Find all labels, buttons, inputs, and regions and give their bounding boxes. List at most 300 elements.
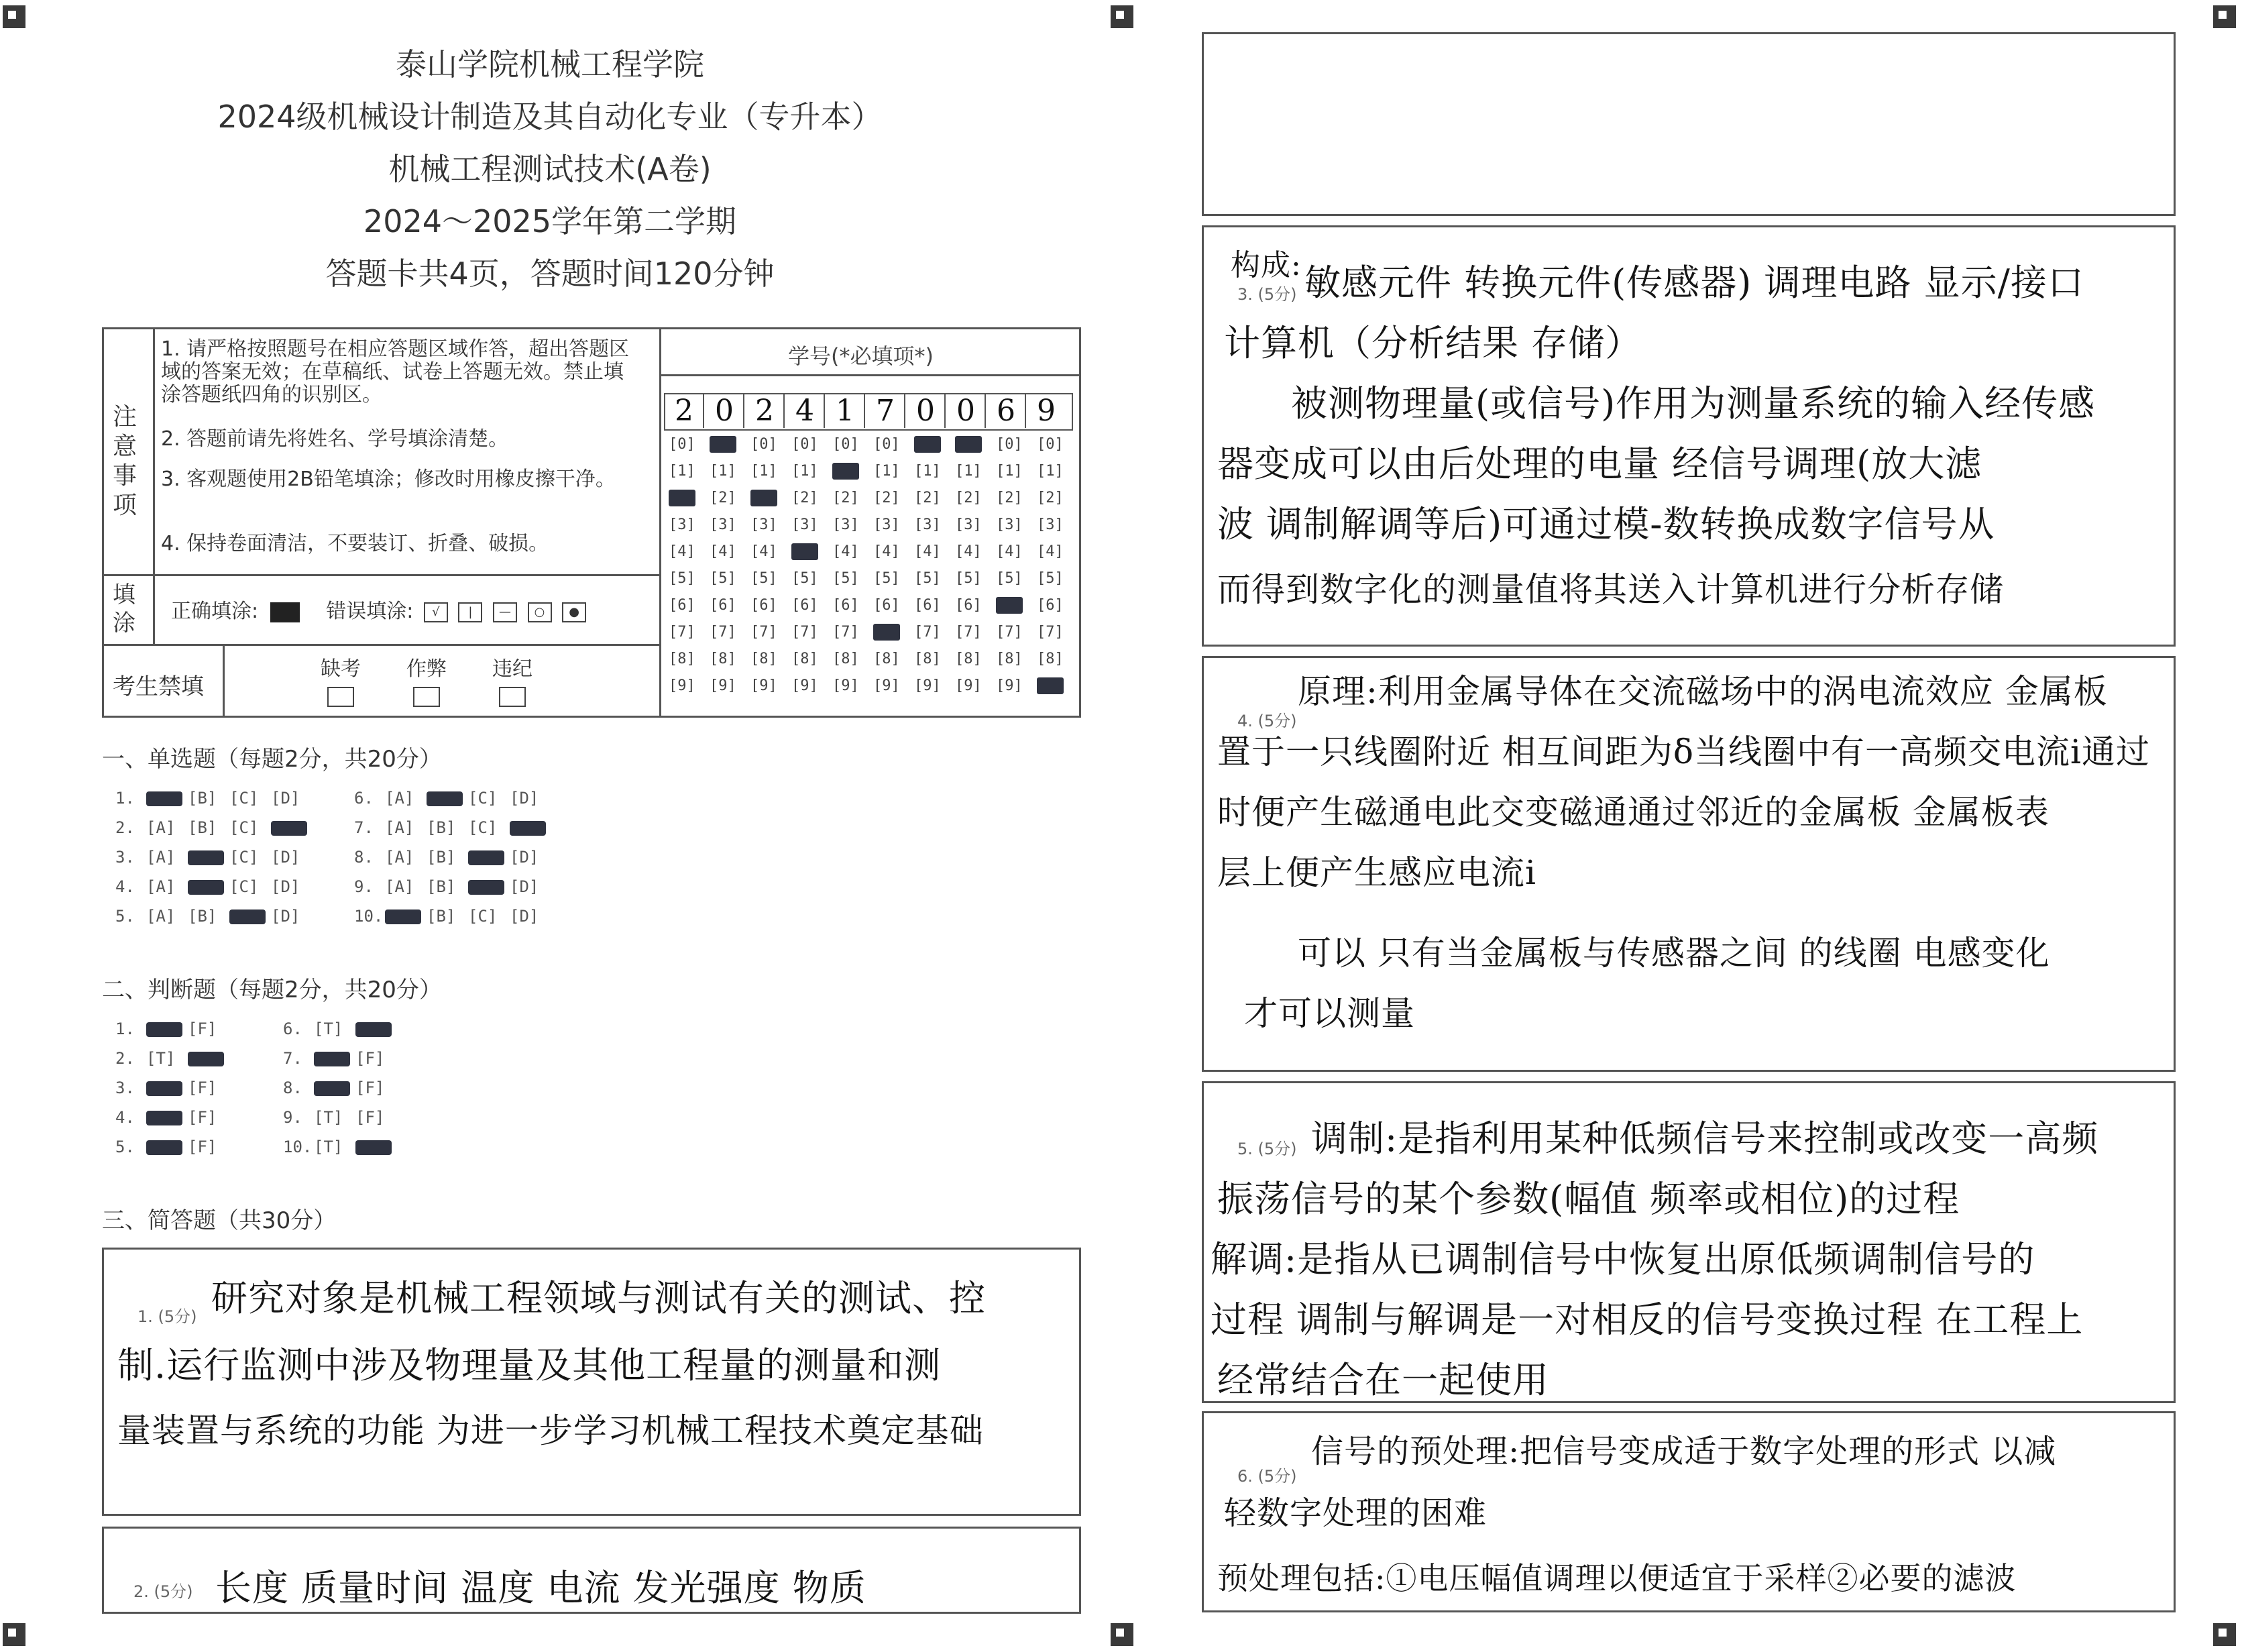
student-id-bubble[interactable]: [6] [1037,597,1064,614]
student-id-bubble[interactable]: [0] [669,436,695,453]
answer-bubble[interactable]: [B] [427,877,456,896]
student-id-bubble[interactable] [710,436,736,453]
question-number: 1. [115,789,135,808]
student-id-bubble[interactable]: [1] [750,463,777,480]
q4-answer-line: 时便产生磁通电此交变磁通通过邻近的金属板 金属板表 [1217,793,2050,832]
answer-bubble[interactable]: [A] [146,818,176,837]
term-title: 2024～2025学年第二学期 [363,203,737,239]
student-id-bubble[interactable]: [0] [996,436,1023,453]
answer-bubble[interactable]: [B] [188,789,217,808]
student-id-bubble[interactable]: [0] [1037,436,1064,453]
answer-bubble[interactable]: [D] [510,877,539,896]
question-number: 3. [115,848,135,867]
student-id-bubble[interactable]: [3] [710,516,736,533]
answer-bubble-filled[interactable] [355,1138,397,1156]
student-id-bubble[interactable]: [4] [669,543,695,560]
q1-answer-line: 研究对象是机械工程领域与测试有关的测试、控 [211,1277,986,1319]
student-id-bubble[interactable] [914,436,941,453]
student-id-bubble[interactable] [873,624,900,641]
fill-mark [468,850,504,865]
student-id-bubble[interactable]: [6] [832,597,859,614]
wrong-mark-dash: — [493,602,517,622]
q3-number: 3. (5分) [1237,285,1297,304]
notice-item-2: 2. 答题前请先将姓名、学号填涂清楚。 [161,427,509,451]
question-row [283,1049,397,1068]
answer-bubble[interactable]: [D] [271,907,300,926]
student-id-bubble[interactable]: [7] [955,624,982,641]
answer-bubble-filled[interactable] [188,848,229,867]
student-id-bubble[interactable]: [5] [914,570,941,587]
notice-item-4: 4. 保持卷面清洁，不要装订、折叠、破损。 [161,532,549,555]
fill-mark [427,791,463,806]
student-id-bubble[interactable]: [9] [710,677,736,694]
answer-bubble[interactable]: [B] [188,907,217,926]
exam-info: 答题卡共4页，答题时间120分钟 [325,256,775,292]
student-id-bubble[interactable]: [4] [750,543,777,560]
wrong-mark-check: √ [424,602,448,622]
student-id-bubble[interactable]: [2] [914,490,941,506]
student-id-bubble[interactable]: [9] [914,677,941,694]
fill-mark [355,1022,392,1037]
answer-bubble-filled[interactable] [146,1020,188,1038]
student-id-bubble[interactable]: [7] [791,624,818,641]
student-id-bubble[interactable] [996,597,1023,614]
student-id-bubble[interactable]: [1] [996,463,1023,480]
student-id-digit: 6 [987,394,1026,428]
student-id-bubble[interactable]: [6] [955,597,982,614]
notice-item-1: 1. 请严格按照题号在相应答题区域作答，超出答题区域的答案无效；在草稿纸、试卷上答题无效。禁止填涂答题纸四角的识别区。 [161,337,630,406]
answer-bubble[interactable]: [T] [314,1108,343,1127]
answer-bubble[interactable]: [T] [146,1049,176,1068]
answer-box-q3[interactable] [1202,225,2176,647]
answer-bubble-filled[interactable] [146,1138,188,1156]
answer-bubble-filled[interactable] [146,1079,188,1097]
answer-bubble[interactable]: [F] [188,1138,217,1156]
question-row [283,1108,397,1127]
student-id-bubble[interactable]: [5] [791,570,818,587]
answer-bubble[interactable]: [D] [271,877,300,896]
question-number: 10. [354,907,384,926]
fill-mark [385,910,421,924]
student-id-bubble[interactable]: [4] [873,543,900,560]
question-number: 9. [354,877,374,896]
wrong-mark-bar: | [458,602,482,622]
answer-bubble-filled[interactable] [146,1108,188,1127]
student-id-bubble[interactable]: [4] [710,543,736,560]
answer-bubble[interactable]: [C] [468,907,498,926]
answer-bubble[interactable]: [C] [468,789,498,808]
student-id-bubble[interactable]: [3] [1037,516,1064,533]
student-id-bubble[interactable]: [7] [996,624,1023,641]
student-id-bubble[interactable] [750,490,777,506]
student-id-bubble[interactable]: [9] [791,677,818,694]
notice-label: 注意事项 [113,403,137,519]
ban-option-absent-box[interactable] [327,687,354,707]
answer-bubble-filled[interactable] [314,1079,355,1097]
student-id-bubble[interactable]: [3] [832,516,859,533]
student-id-bubble[interactable]: [8] [996,651,1023,667]
student-id-bubble[interactable]: [7] [832,624,859,641]
answer-bubble[interactable]: [F] [188,1108,217,1127]
section1-title: 一、单选题（每题2分，共20分） [102,746,442,773]
student-id-bubble[interactable]: [6] [669,597,695,614]
question-row [354,789,551,808]
question-number: 8. [283,1079,302,1097]
q1-answer-line: 制.运行监测中涉及物理量及其他工程量的测量和测 [117,1344,942,1386]
student-id-bubble[interactable]: [6] [750,597,777,614]
answer-bubble-filled[interactable] [385,907,427,926]
student-id-bubble[interactable]: [5] [873,570,900,587]
q2-number: 2. (5分) [133,1582,193,1601]
student-id-bubble[interactable]: [7] [750,624,777,641]
student-id-bubble[interactable]: [1] [791,463,818,480]
answer-bubble[interactable]: [A] [385,818,414,837]
registration-mark-bottom-right [2213,1623,2236,1646]
answer-bubble[interactable]: [A] [385,877,414,896]
student-id-digit: 9 [1037,394,1056,428]
answer-bubble[interactable]: [B] [427,848,456,867]
student-id-bubble[interactable]: [9] [750,677,777,694]
answer-bubble[interactable]: [D] [271,848,300,867]
registration-mark-top-left [3,5,25,28]
student-id-bubble[interactable]: [9] [955,677,982,694]
answer-bubble-filled[interactable] [355,1020,397,1038]
student-id-bubble[interactable]: [8] [914,651,941,667]
q4-number: 4. (5分) [1237,712,1297,730]
q3-answer-line: 器变成可以由后处理的电量 经信号调理(放大滤 [1217,443,1982,485]
student-id-bubble[interactable]: [8] [710,651,736,667]
registration-mark-bottom-left [3,1623,25,1646]
student-id-bubble[interactable]: [4] [1037,543,1064,560]
answer-bubble-filled[interactable] [188,1049,229,1068]
fill-mark [146,1111,182,1125]
answer-box-q4[interactable] [1202,656,2176,1072]
question-number: 4. [115,1108,135,1127]
answer-bubble[interactable]: [D] [271,789,300,808]
answer-bubble[interactable]: [D] [510,907,539,926]
ban-option-cheat[interactable] [406,652,447,707]
student-id-digit: 4 [786,394,825,428]
student-id-bubble[interactable]: [9] [669,677,695,694]
q3-answer-line: 而得到数字化的测量值将其送入计算机进行分析存储 [1217,570,2004,609]
student-id-bubble[interactable]: [2] [832,490,859,506]
student-id-bubble[interactable]: [3] [873,516,900,533]
q4-answer-line: 置于一只线圈附近 相互间距为δ当线圈中有一高频交电流i通过 [1217,732,2150,771]
student-id-bubble[interactable] [1037,677,1064,694]
fill-mark [355,1140,392,1155]
q5-answer-line: 过程 调制与解调是一对相反的信号变换过程 在工程上 [1211,1299,2084,1341]
ban-option-absent-label: 缺考 [321,657,361,681]
correct-fill-mark [270,602,300,622]
answer-bubble-filled[interactable] [271,818,313,837]
student-id-bubble[interactable]: [9] [996,677,1023,694]
answer-bubble[interactable]: [D] [510,789,539,808]
answer-bubble-filled[interactable] [229,907,271,926]
ban-option-cheat-box[interactable] [413,687,440,707]
fill-label: 填涂 [113,582,135,637]
fill-mark [510,821,546,836]
fill-example [171,594,586,624]
answer-bubble-filled[interactable] [314,1049,355,1068]
student-id-bubble[interactable]: [2] [996,490,1023,506]
q5-answer-line: 调制:是指利用某种低频信号来控制或改变一高频 [1311,1117,2099,1160]
student-id-digit: 0 [706,394,744,428]
student-id-bubble[interactable]: [1] [1037,463,1064,480]
question-row [283,1138,397,1156]
question-number: 4. [115,877,135,896]
student-id-digit: 7 [866,394,905,428]
student-id-bubble[interactable]: [5] [955,570,982,587]
course-title: 机械工程测试技术(A卷) [388,151,712,187]
answer-bubble[interactable]: [D] [510,848,539,867]
student-id-bubble[interactable]: [5] [750,570,777,587]
question-number: 10. [283,1138,313,1156]
answer-bubble[interactable]: [C] [468,818,498,837]
question-row [115,1049,229,1068]
student-id-bubble[interactable]: [6] [710,597,736,614]
student-id-bubble[interactable]: [3] [669,516,695,533]
q6-answer-line: 轻数字处理的困难 [1224,1494,1488,1532]
answer-bubble[interactable]: [F] [355,1079,385,1097]
answer-bubble[interactable]: [B] [188,818,217,837]
student-id-bubble[interactable]: [1] [669,463,695,480]
answer-bubble[interactable]: [F] [188,1020,217,1038]
answer-bubble[interactable]: [C] [229,877,259,896]
student-id-bubble[interactable]: [5] [710,570,736,587]
question-number: 6. [283,1020,302,1038]
question-number: 7. [354,818,374,837]
student-id-bubble[interactable]: [1] [955,463,982,480]
question-row [115,1108,229,1127]
student-id-bubble[interactable]: [1] [710,463,736,480]
answer-bubble[interactable]: [A] [146,848,176,867]
wrong-mark-dot: ● [562,602,586,622]
question-row [115,848,313,867]
student-id-bubble[interactable]: [3] [750,516,777,533]
q1-answer-line: 量装置与系统的功能 为进一步学习机械工程技术奠定基础 [117,1411,984,1450]
answer-bubble[interactable]: [C] [229,848,259,867]
answer-box-q5[interactable] [1202,1081,2176,1403]
q3-prefix: 构成: [1231,248,1302,282]
q1-number: 1. (5分) [137,1307,197,1326]
student-id-bubble[interactable]: [7] [1037,624,1064,641]
student-id-bubble[interactable]: [8] [955,651,982,667]
question-number: 2. [115,1049,135,1068]
q4-answer-line: 才可以测量 [1244,994,1415,1033]
q5-answer-line: 振荡信号的某个参数(幅值 频率或相位)的过程 [1217,1178,1960,1220]
student-id-bubble[interactable]: [4] [914,543,941,560]
student-id-boxes [664,393,1073,431]
student-id-bubble[interactable]: [4] [996,543,1023,560]
q2-answer-line: 长度 质量时间 温度 电流 发光强度 物质 [215,1567,866,1609]
question-number: 7. [283,1049,302,1068]
answer-bubble[interactable]: [B] [427,907,456,926]
answer-box-q6[interactable] [1202,1411,2176,1612]
student-id-bubble[interactable]: [6] [873,597,900,614]
wrong-mark-circle: ○ [528,602,552,622]
student-id-bubble[interactable]: [3] [791,516,818,533]
student-id-bubble[interactable]: [7] [669,624,695,641]
student-id-bubble[interactable]: [1] [914,463,941,480]
student-id-bubble[interactable] [955,436,982,453]
notice-item-3: 3. 客观题使用2B铅笔填涂；修改时用橡皮擦干净。 [161,467,616,491]
fill-mark [146,1022,182,1037]
fill-mark [468,880,504,895]
student-id-bubble[interactable]: [8] [669,651,695,667]
student-id-digit: 2 [665,394,704,428]
student-id-bubble[interactable]: [2] [1037,490,1064,506]
student-id-bubble[interactable]: [0] [873,436,900,453]
q3-answer-line: 被测物理量(或信号)作用为测量系统的输入经传感 [1291,382,2096,425]
fill-mark [146,1140,182,1155]
question-number: 8. [354,848,374,867]
fill-mark [229,910,266,924]
answer-bubble[interactable]: [A] [146,907,176,926]
student-id-bubble[interactable]: [6] [791,597,818,614]
q5-answer-line: 解调:是指从已调制信号中恢复出原低频调制信号的 [1211,1238,2035,1280]
question-row [354,818,551,837]
question-row [354,877,551,896]
question-row [115,1020,229,1038]
question-number: 9. [283,1108,302,1127]
school-title: 泰山学院机械工程学院 [396,46,704,82]
student-id-bubble[interactable]: [4] [955,543,982,560]
question-row [115,789,313,808]
q4-answer-line: 可以 只有当金属板与传感器之间 的线圈 电感变化 [1298,934,2050,973]
ban-option-violation[interactable] [492,652,532,707]
student-id-bubble[interactable]: [3] [914,516,941,533]
student-id-bubble[interactable] [832,463,859,480]
answer-bubble[interactable]: [A] [146,877,176,896]
student-id-bubble[interactable]: [0] [750,436,777,453]
answer-bubble-filled[interactable] [188,877,229,896]
student-id-bubble[interactable]: [5] [669,570,695,587]
ban-option-absent[interactable] [321,652,361,707]
q6-number: 6. (5分) [1237,1467,1297,1486]
answer-bubble-filled[interactable] [468,848,510,867]
student-id-bubble[interactable]: [8] [832,651,859,667]
student-id-bubble[interactable]: [2] [955,490,982,506]
wrong-fill-label: 错误填涂: [326,600,414,623]
question-row [283,1079,397,1097]
student-id-bubble[interactable]: [7] [710,624,736,641]
student-id-bubble[interactable]: [1] [873,463,900,480]
student-id-bubble[interactable]: [9] [873,677,900,694]
answer-bubble[interactable]: [T] [314,1138,343,1156]
answer-bubble[interactable]: [F] [355,1108,385,1127]
q4-answer-line: 原理:利用金属导体在交流磁场中的涡电流效应 金属板 [1298,672,2108,711]
fill-mark [314,1081,350,1096]
student-id-bubble[interactable]: [8] [873,651,900,667]
answer-bubble-filled[interactable] [146,789,188,808]
student-id-label: 学号(*必填项*) [788,343,934,369]
q5-number: 5. (5分) [1237,1140,1297,1158]
student-id-bubble[interactable]: [2] [873,490,900,506]
ban-label: 考生禁填 [113,673,204,700]
section3-title: 三、简答题（共30分） [102,1207,337,1234]
question-number: 2. [115,818,135,837]
answer-bubble[interactable]: [C] [229,818,259,837]
answer-box-q1[interactable] [102,1248,1081,1516]
student-id-bubble[interactable]: [9] [832,677,859,694]
student-id-bubble[interactable]: [5] [832,570,859,587]
question-row [115,1138,229,1156]
registration-mark-top-right [2213,5,2236,28]
student-id-digit: 0 [947,394,986,428]
student-id-digit: 1 [826,394,865,428]
answer-box-continued[interactable] [1202,32,2176,216]
student-id-bubble[interactable]: [8] [750,651,777,667]
student-id-bubble[interactable]: [2] [791,490,818,506]
question-number: 3. [115,1079,135,1097]
fill-mark [188,880,224,895]
question-row [354,848,551,867]
student-id-bubble[interactable]: [7] [914,624,941,641]
student-id-bubble[interactable]: [2] [710,490,736,506]
student-id-bubble[interactable] [669,490,695,506]
answer-bubble-filled[interactable] [468,877,510,896]
fill-mark [188,850,224,865]
question-number: 5. [115,907,135,926]
student-id-bubble[interactable]: [0] [832,436,859,453]
fill-mark [146,1081,182,1096]
q5-answer-line: 经常结合在一起使用 [1217,1359,1549,1401]
student-id-bubble[interactable]: [5] [996,570,1023,587]
ban-option-violation-label: 违纪 [492,657,532,681]
q3-answer-line: 波 调制解调等后)可通过模-数转换成数字信号从 [1217,503,1995,545]
answer-bubble[interactable]: [A] [385,789,414,808]
student-id-bubble[interactable]: [8] [791,651,818,667]
student-id-bubble[interactable]: [4] [832,543,859,560]
question-row [354,907,551,926]
fill-mark [188,1052,224,1066]
q6-answer-line: 信号的预处理:把信号变成适于数字处理的形式 以减 [1311,1433,2057,1470]
answer-bubble[interactable]: [F] [355,1049,385,1068]
question-number: 6. [354,789,374,808]
registration-mark-top-center [1111,5,1133,28]
program-title: 2024级机械设计制造及其自动化专业（专升本） [217,99,883,135]
answer-bubble[interactable]: [T] [314,1020,343,1038]
student-id-bubble[interactable]: [3] [955,516,982,533]
ban-option-cheat-label: 作弊 [406,657,447,681]
ban-option-violation-box[interactable] [499,687,526,707]
registration-mark-bottom-center [1111,1623,1133,1646]
student-id-bubble[interactable] [791,543,818,560]
answer-bubble-filled[interactable] [427,789,468,808]
student-id-bubble[interactable]: [5] [1037,570,1064,587]
question-row [115,907,313,926]
question-number: 1. [115,1020,135,1038]
q6-answer-line: 预处理包括:①电压幅值调理以便适宜于采样②必要的滤波 [1217,1560,2017,1596]
answer-bubble[interactable]: [B] [427,818,456,837]
answer-bubble[interactable]: [C] [229,789,259,808]
answer-bubble-filled[interactable] [510,818,551,837]
question-row [283,1020,397,1038]
question-number: 5. [115,1138,135,1156]
question-row [115,818,313,837]
student-id-bubble[interactable]: [6] [914,597,941,614]
student-id-bubble[interactable]: [0] [791,436,818,453]
answer-bubble[interactable]: [A] [385,848,414,867]
answer-bubble[interactable]: [F] [188,1079,217,1097]
student-id-bubble[interactable]: [8] [1037,651,1064,667]
student-id-bubble[interactable]: [3] [996,516,1023,533]
student-id-digit: 0 [907,394,946,428]
fill-mark [314,1052,350,1066]
answer-box-q2[interactable] [102,1527,1081,1614]
q3-answer-line: 敏感元件 转换元件(传感器) 调理电路 显示/接口 [1304,262,2084,304]
correct-fill-label: 正确填涂: [171,600,259,623]
